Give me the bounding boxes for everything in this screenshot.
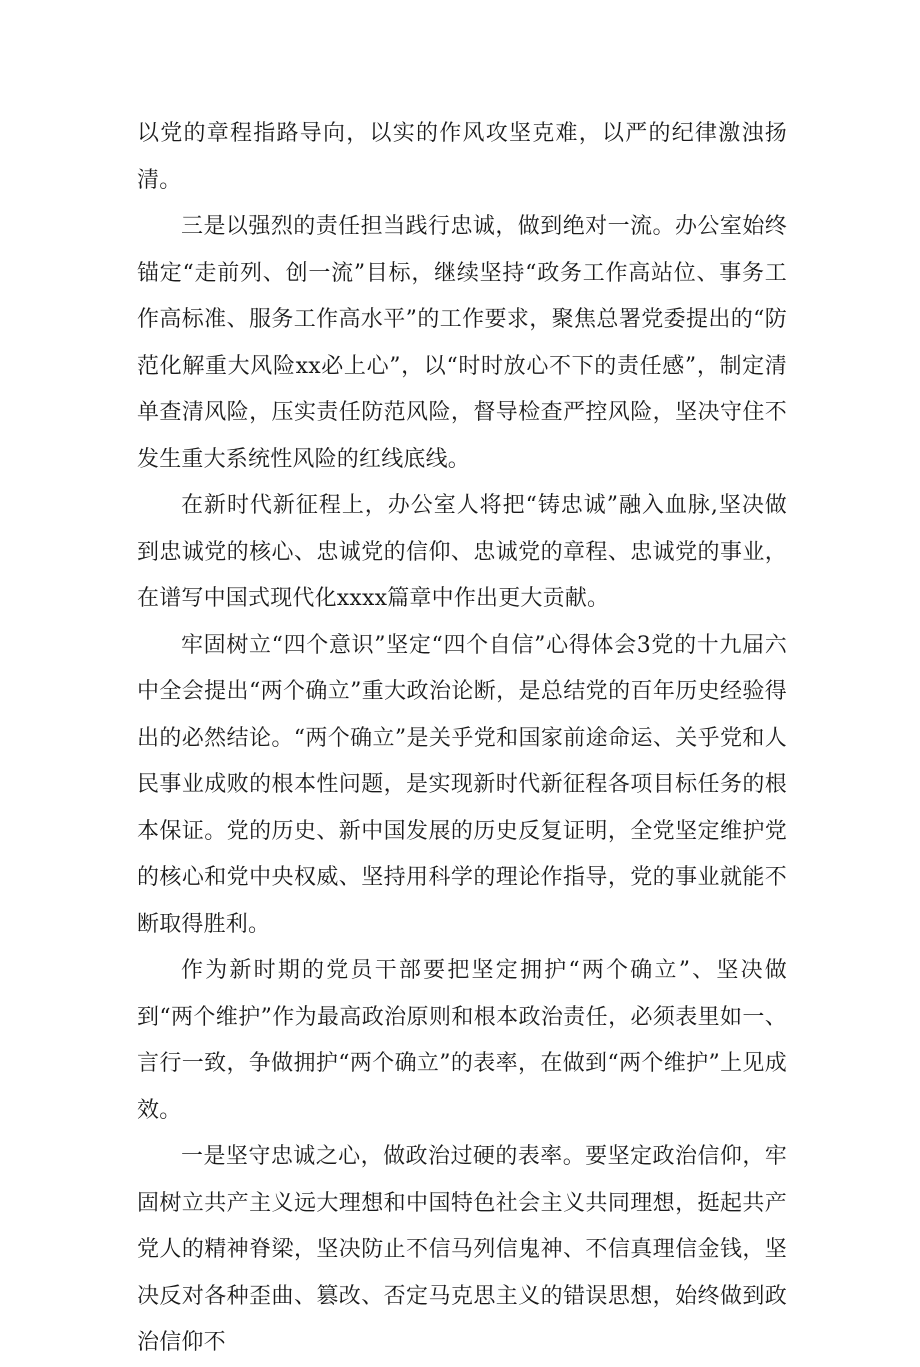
paragraph-4: 牢固树立“四个意识”坚定“四个自信”心得体会3党的十九届六中全会提出“两个确立”重大政治论断，是总结党的百年历史经验得出的必然结论。“两个确立”是关乎党和国家前途命运、关乎党和人民事业成败的根本性问题，是实现新时代新征程各项目标任务的根本保证。党的历史、新中国发展的历史反复证明，全党坚定维护党的核心和党中央权威、坚持用科学的理论作指导，党的事业就能不断取得胜利。 — [137, 632, 787, 937]
paragraph-5: 作为新时期的党员干部要把坚定拥护“两个确立”、坚决做到“两个维护”作为最高政治原则和根本政治责任，必须表里如一、言行一致，争做拥护“两个确立”的表率，在做到“两个维护”上见成效。 — [137, 958, 787, 1123]
paragraph-3: 在新时代新征程上，办公室人将把“铸忠诚”融入血脉,坚决做到忠诚党的核心、忠诚党的信仰、忠诚党的章程、忠诚党的事业，在谱写中国式现代化xxxx篇章中作出更大贡献。 — [137, 493, 787, 611]
paragraph-1: 以党的章程指路导向，以实的作风攻坚克难，以严的纪律激浊扬清。 — [137, 121, 787, 193]
document-body — [137, 111, 787, 1367]
paragraph-6: 一是坚守忠诚之心，做政治过硬的表率。要坚定政治信仰，牢固树立共产主义远大理想和中国特色社会主义共同理想，挺起共产党人的精神脊梁，坚决防止不信马列信鬼神、不信真理信金钱，坚决反对各种歪曲、篡改、否定马克思主义的错误思想，始终做到政治信仰不 — [137, 1144, 787, 1355]
paragraph-2: 三是以强烈的责任担当践行忠诚，做到绝对一流。办公室始终锚定“走前列、创一流”目标，继续坚持“政务工作高站位、事务工作高标准、服务工作高水平”的工作要求，聚焦总署党委提出的“防范化解重大风险xx必上心”，以“时时放心不下的责任感”，制定清单查清风险，压实责任防范风险，督导检查严控风险，坚决守住不发生重大系统性风险的红线底线。 — [137, 214, 787, 472]
